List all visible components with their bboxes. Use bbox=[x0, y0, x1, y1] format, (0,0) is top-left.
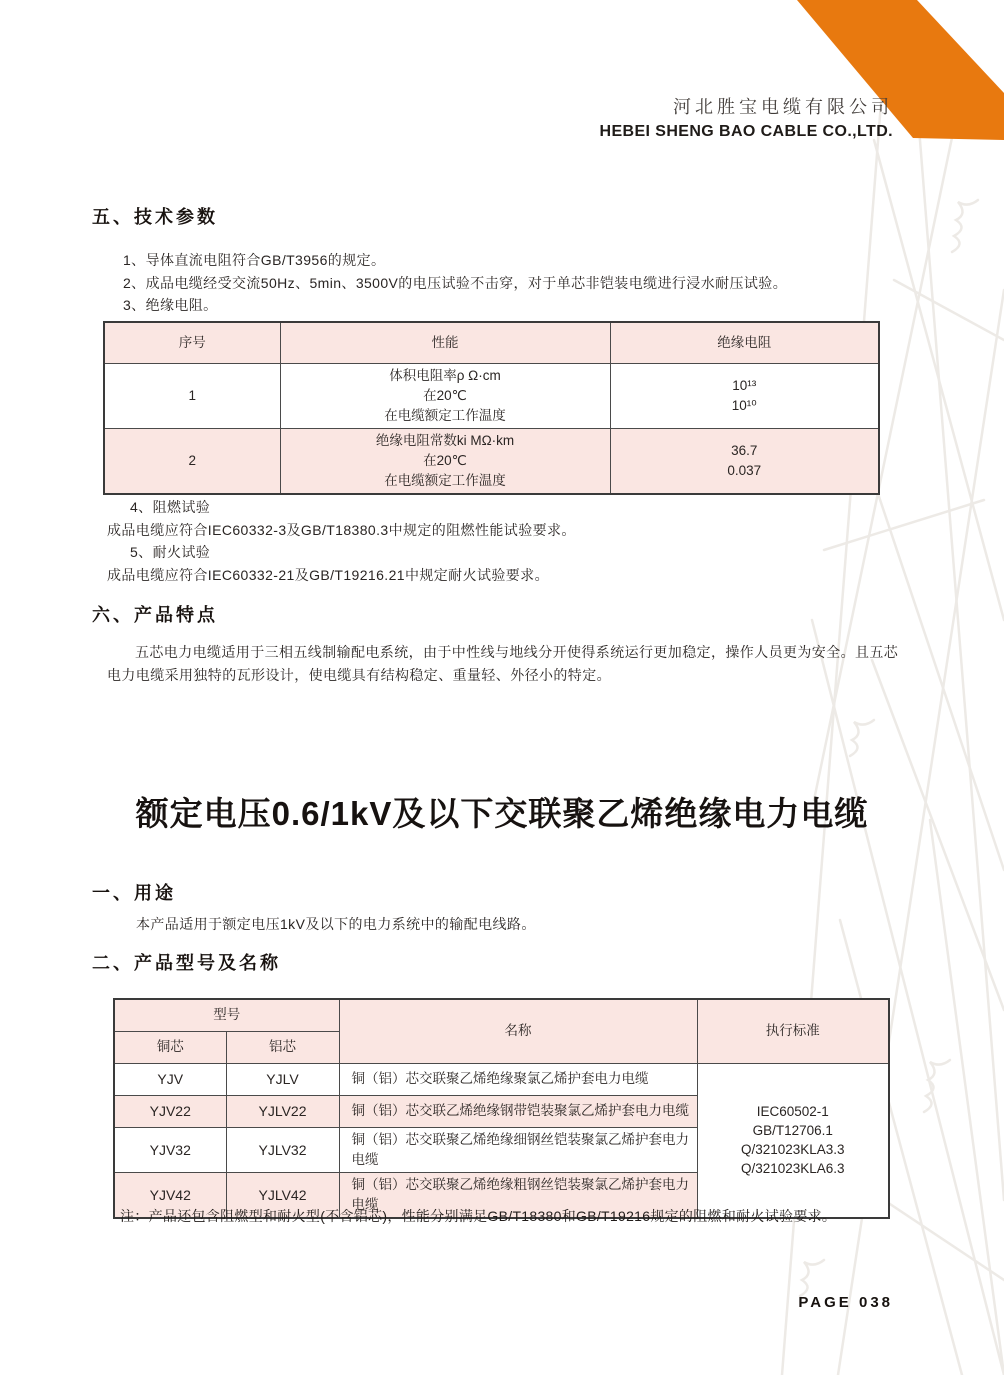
resistance-value: 10¹⁰ bbox=[731, 397, 757, 413]
tech-params-list bbox=[123, 249, 787, 317]
cell-copper-model: YJV22 bbox=[114, 1095, 226, 1127]
cell-copper-model: YJV bbox=[114, 1063, 226, 1095]
table-row bbox=[104, 428, 879, 494]
column-header-model: 型号 bbox=[114, 999, 339, 1031]
cell-resistance bbox=[610, 428, 879, 494]
perf-line: 体积电阻率ρ Ω·cm bbox=[389, 367, 501, 383]
product-title: 额定电压0.6/1kV及以下交联聚乙烯绝缘电力电缆 bbox=[135, 795, 869, 832]
resistance-value: 0.037 bbox=[727, 462, 762, 478]
table-row bbox=[114, 1063, 889, 1095]
list-item: 1、导体直流电阻符合GB/T3956的规定。 bbox=[123, 252, 386, 268]
column-header-resistance: 绝缘电阻 bbox=[610, 322, 879, 363]
column-header-no: 序号 bbox=[104, 322, 280, 363]
column-header-standard: 执行标准 bbox=[697, 999, 889, 1063]
flame-fire-tests bbox=[107, 496, 576, 586]
cell-no: 1 bbox=[104, 363, 280, 428]
standard-line: GB/T12706.1 bbox=[752, 1123, 833, 1138]
cell-cable-name: 铜（铝）芯交联聚乙烯绝缘粗钢丝铠装聚氯乙烯护套电力电缆 bbox=[339, 1172, 697, 1218]
cell-performance bbox=[280, 363, 610, 428]
table-header-row bbox=[114, 999, 889, 1031]
insulation-resistance-table bbox=[103, 321, 880, 495]
column-header-name: 名称 bbox=[339, 999, 697, 1063]
column-header-aluminum-core: 铝芯 bbox=[226, 1031, 339, 1063]
cell-no: 2 bbox=[104, 428, 280, 494]
perf-line: 在20℃ bbox=[423, 452, 467, 468]
usage-text: 本产品适用于额定电压1kV及以下的电力系统中的输配电线路。 bbox=[136, 916, 536, 932]
cell-aluminum-model: YJLV22 bbox=[226, 1095, 339, 1127]
cell-performance bbox=[280, 428, 610, 494]
section-title-features: 六、产品特点 bbox=[92, 605, 218, 625]
features-paragraph: 五芯电力电缆适用于三相五线制输配电系统，由于中性线与地线分开使得系统运行更加稳定，操作人员更为安全。且五芯电力电缆采用独特的瓦形设计，使电缆具有结构稳定、重量轻、外径小的特定。 bbox=[107, 644, 899, 683]
standard-line: Q/321023KLA3.3 bbox=[740, 1142, 845, 1157]
section-title-models: 二、产品型号及名称 bbox=[92, 953, 281, 973]
model-name-table bbox=[113, 998, 890, 1219]
section-title-usage: 一、用途 bbox=[92, 883, 176, 903]
cell-resistance bbox=[610, 363, 879, 428]
cell-standards bbox=[697, 1063, 889, 1218]
resistance-value: 10¹³ bbox=[732, 377, 757, 393]
company-name-cn: 河北胜宝电缆有限公司 bbox=[673, 97, 893, 117]
page-number: PAGE 038 bbox=[798, 1294, 893, 1311]
list-item: 3、绝缘电阻。 bbox=[123, 297, 218, 313]
list-item: 2、成品电缆经受交流50Hz、5min、3500V的电压试验不击穿，对于单芯非铠装电缆进行浸水耐压试验。 bbox=[123, 274, 788, 291]
perf-line: 在20℃ bbox=[423, 387, 467, 403]
fire-test-text: 成品电缆应符合IEC60332-21及GB/T19216.21中规定耐火试验要求。 bbox=[107, 566, 549, 583]
flame-test-text: 成品电缆应符合IEC60332-3及GB/T18380.3中规定的阻燃性能试验要求。 bbox=[107, 521, 576, 538]
table-note: 注：产品还包含阻燃型和耐火型(不含铝芯)，性能分别满足GB/T18380和GB/T19216规定的阻燃和耐火试验要求。 bbox=[120, 1208, 837, 1224]
company-header bbox=[600, 93, 894, 141]
cell-copper-model: YJV42 bbox=[114, 1172, 226, 1218]
perf-line: 在电缆额定工作温度 bbox=[384, 472, 506, 488]
fire-test-title: 5、耐火试验 bbox=[130, 544, 211, 560]
flame-test-title: 4、阻燃试验 bbox=[130, 499, 211, 515]
company-name-en: HEBEI SHENG BAO CABLE CO.,LTD. bbox=[599, 123, 893, 140]
standard-line: IEC60502-1 bbox=[756, 1104, 829, 1119]
cell-aluminum-model: YJLV32 bbox=[226, 1127, 339, 1172]
cell-cable-name: 铜（铝）芯交联聚乙烯绝缘细钢丝铠装聚氯乙烯护套电力电缆 bbox=[339, 1127, 697, 1172]
cell-cable-name: 铜（铝）芯交联乙烯绝缘钢带铠装聚氯乙烯护套电力电缆 bbox=[339, 1095, 697, 1127]
cell-aluminum-model: YJLV42 bbox=[226, 1172, 339, 1218]
perf-line: 绝缘电阻常数ki MΩ·km bbox=[375, 432, 515, 448]
resistance-value: 36.7 bbox=[731, 442, 758, 458]
column-header-performance: 性能 bbox=[280, 322, 610, 363]
cell-copper-model: YJV32 bbox=[114, 1127, 226, 1172]
cell-aluminum-model: YJLV bbox=[226, 1063, 339, 1095]
standard-line: Q/321023KLA6.3 bbox=[740, 1161, 845, 1176]
cell-cable-name: 铜（铝）芯交联聚乙烯绝缘聚氯乙烯护套电力电缆 bbox=[339, 1063, 697, 1095]
section-title-tech-params: 五、技术参数 bbox=[92, 207, 218, 227]
table-header-row bbox=[104, 322, 879, 363]
column-header-copper-core: 铜芯 bbox=[114, 1031, 226, 1063]
table-row bbox=[104, 363, 879, 428]
perf-line: 在电缆额定工作温度 bbox=[384, 407, 506, 423]
